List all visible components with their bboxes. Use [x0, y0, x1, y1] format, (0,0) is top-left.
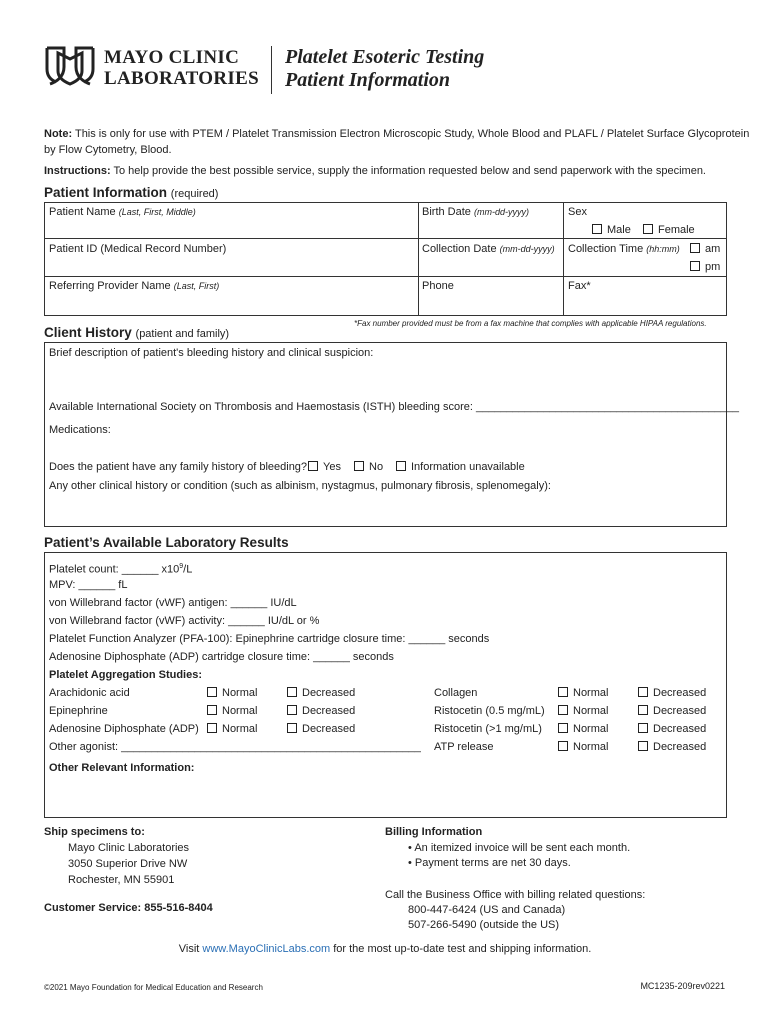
pfa100-field[interactable]: Platelet Function Analyzer (PFA-100): Epinephrine cartridge closure time: ______ seconds [49, 633, 490, 645]
atp-decreased[interactable]: Decreased [638, 741, 706, 754]
billing-phone-outside: 507-266-5490 (outside the US) [408, 919, 560, 931]
sex-male-option[interactable]: Male [592, 224, 631, 237]
patient-id-field[interactable]: Patient ID (Medical Record Number) [49, 243, 227, 255]
logo-line2: LABORATORIES [104, 68, 259, 89]
phone-field[interactable]: Phone [422, 280, 454, 292]
birth-date-field[interactable]: Birth Date (mm-dd-yyyy) [422, 206, 529, 218]
agonist-atp-release: ATP release [434, 741, 494, 753]
note-line2: by Flow Cytometry, Blood. [44, 144, 172, 156]
epinephrine-normal[interactable]: Normal [207, 705, 257, 718]
other-history-field[interactable]: Any other clinical history or condition (such as albinism, nystagmus, pulmonary fibrosis, splenomegaly): [49, 480, 551, 492]
family-history-unavailable[interactable]: Information unavailable [396, 461, 525, 474]
note-label: Note: [44, 128, 73, 140]
billing-bullet2: • Payment terms are net 30 days. [408, 857, 571, 869]
fax-field[interactable]: Fax* [568, 280, 591, 292]
collection-time-field[interactable]: Collection Time (hh:mm) [568, 243, 680, 255]
ship-line3: Rochester, MN 55901 [68, 874, 175, 886]
billing-heading: Billing Information [385, 826, 483, 838]
yes-checkbox[interactable] [308, 461, 318, 471]
instructions-text: To help provide the best possible service, supply the information requested below and send paperwork with the specimen. [113, 165, 706, 177]
collagen-normal[interactable]: Normal [558, 687, 608, 700]
form-title-line1: Platelet Esoteric Testing [285, 46, 485, 68]
arachidonic-normal[interactable]: Normal [207, 687, 257, 700]
agonist-ristocetin-low: Ristocetin (0.5 mg/mL) [434, 705, 545, 717]
ristocetin-high-decreased[interactable]: Decreased [638, 723, 706, 736]
vwf-antigen-field[interactable]: von Willebrand factor (vWF) antigen: ______ IU/dL [49, 597, 297, 609]
adp-decreased[interactable]: Decreased [287, 723, 355, 736]
note-line1 [44, 128, 749, 141]
billing-phone-us: 800-447-6424 (US and Canada) [408, 904, 566, 916]
ristocetin-low-decreased[interactable]: Decreased [638, 705, 706, 718]
agonist-epinephrine: Epinephrine [49, 705, 108, 717]
am-option[interactable]: am [690, 243, 720, 256]
checkbox[interactable] [558, 687, 568, 697]
checkbox[interactable] [638, 741, 648, 751]
client-history-box [44, 342, 727, 527]
mpv-field[interactable]: MPV: ______ fL [49, 579, 128, 591]
agonist-arachidonic: Arachidonic acid [49, 687, 130, 699]
client-history-title: Client History [44, 325, 132, 340]
collection-date-field[interactable]: Collection Date (mm-dd-yyyy) [422, 243, 555, 255]
ship-heading: Ship specimens to: [44, 826, 145, 838]
ristocetin-high-normal[interactable]: Normal [558, 723, 608, 736]
collagen-decreased[interactable]: Decreased [638, 687, 706, 700]
patient-info-required: (required) [170, 188, 219, 200]
checkbox[interactable] [638, 687, 648, 697]
am-checkbox[interactable] [690, 243, 700, 253]
billing-call-text: Call the Business Office with billing related questions: [385, 889, 646, 901]
agonist-collagen: Collagen [434, 687, 478, 699]
isth-score-field[interactable]: Available International Society on Thrombosis and Haemostasis (ISTH) bleeding score: ___________________________________________ [49, 401, 740, 413]
pm-checkbox[interactable] [690, 261, 700, 271]
checkbox[interactable] [558, 741, 568, 751]
mayo-shield-icon [44, 45, 96, 87]
checkbox[interactable] [558, 723, 568, 733]
logo-line1: MAYO CLINIC [104, 47, 240, 68]
header-divider [271, 46, 272, 94]
checkbox[interactable] [287, 705, 297, 715]
patient-info-table [44, 202, 727, 316]
checkbox[interactable] [638, 723, 648, 733]
copyright: ©2021 Mayo Foundation for Medical Education and Research [44, 983, 263, 992]
checkbox[interactable] [287, 687, 297, 697]
patient-name-field[interactable]: Patient Name (Last, First, Middle) [49, 206, 196, 218]
sex-female-option[interactable]: Female [643, 224, 695, 237]
male-checkbox[interactable] [592, 224, 602, 234]
epinephrine-decreased[interactable]: Decreased [287, 705, 355, 718]
form-title-line2: Patient Information [285, 69, 451, 91]
adp-closure-field[interactable]: Adenosine Diphosphate (ADP) cartridge closure time: ______ seconds [49, 651, 394, 663]
fax-note: *Fax number provided must be from a fax machine that complies with applicable HIPAA regulations. [354, 319, 707, 328]
patient-info-heading [44, 185, 218, 200]
checkbox[interactable] [287, 723, 297, 733]
checkbox[interactable] [207, 723, 217, 733]
atp-normal[interactable]: Normal [558, 741, 608, 754]
aggregation-heading: Platelet Aggregation Studies: [49, 669, 203, 681]
visit-line: Visit www.MayoClinicLabs.com for the most up-to-date test and shipping information. [178, 943, 592, 955]
arachidonic-decreased[interactable]: Decreased [287, 687, 355, 700]
instructions [44, 165, 706, 178]
checkbox[interactable] [207, 687, 217, 697]
adp-normal[interactable]: Normal [207, 723, 257, 736]
lab-results-heading: Patient’s Available Laboratory Results [44, 535, 289, 550]
billing-bullet1: • An itemized invoice will be sent each month. [408, 842, 631, 854]
mayo-logo [44, 45, 96, 92]
agonist-adp: Adenosine Diphosphate (ADP) [49, 723, 199, 735]
other-agonist-field[interactable]: Other agonist: _________________________________________________ [49, 741, 421, 753]
vwf-activity-field[interactable]: von Willebrand factor (vWF) activity: ______ IU/dL or % [49, 615, 320, 627]
patient-info-title: Patient Information [44, 185, 168, 200]
agonist-ristocetin-high: Ristocetin (>1 mg/mL) [434, 723, 542, 735]
platelet-count-field[interactable]: Platelet count: ______ $x10^9/L$ [49, 563, 193, 576]
no-checkbox[interactable] [354, 461, 364, 471]
sex-label: Sex [568, 206, 587, 218]
bleeding-history-field[interactable]: Brief description of patient's bleeding history and clinical suspicion: [49, 347, 374, 359]
female-checkbox[interactable] [643, 224, 653, 234]
note-text: This is only for use with PTEM / Platelet Transmission Electron Microscopic Study, Whole Blood and PLAFL / Platelet Surface Glycoprotein [74, 128, 750, 140]
family-history-question: Does the patient have any family history of bleeding? [49, 461, 308, 473]
family-history-yes[interactable]: Yes [308, 461, 341, 474]
ship-line1: Mayo Clinic Laboratories [68, 842, 190, 854]
client-history-heading [44, 325, 229, 340]
referring-provider-field[interactable]: Referring Provider Name (Last, First) [49, 280, 220, 292]
form-code: MC1235-209rev0221 [640, 981, 725, 991]
pm-option[interactable]: pm [690, 261, 720, 274]
checkbox[interactable] [638, 705, 648, 715]
website-link[interactable]: www.MayoClinicLabs.com [202, 943, 331, 955]
ristocetin-low-normal[interactable]: Normal [558, 705, 608, 718]
family-history-no[interactable]: No [354, 461, 383, 474]
unavailable-checkbox[interactable] [396, 461, 406, 471]
other-relevant-info-field[interactable]: Other Relevant Information: [49, 762, 195, 774]
checkbox[interactable] [558, 705, 568, 715]
client-history-note: (patient and family) [135, 328, 230, 340]
ship-line2: 3050 Superior Drive NW [68, 858, 188, 870]
medications-field[interactable]: Medications: [49, 424, 111, 436]
instructions-label: Instructions: [44, 165, 111, 177]
checkbox[interactable] [207, 705, 217, 715]
lab-results-box [44, 552, 727, 818]
customer-service: Customer Service: 855-516-8404 [44, 902, 213, 914]
